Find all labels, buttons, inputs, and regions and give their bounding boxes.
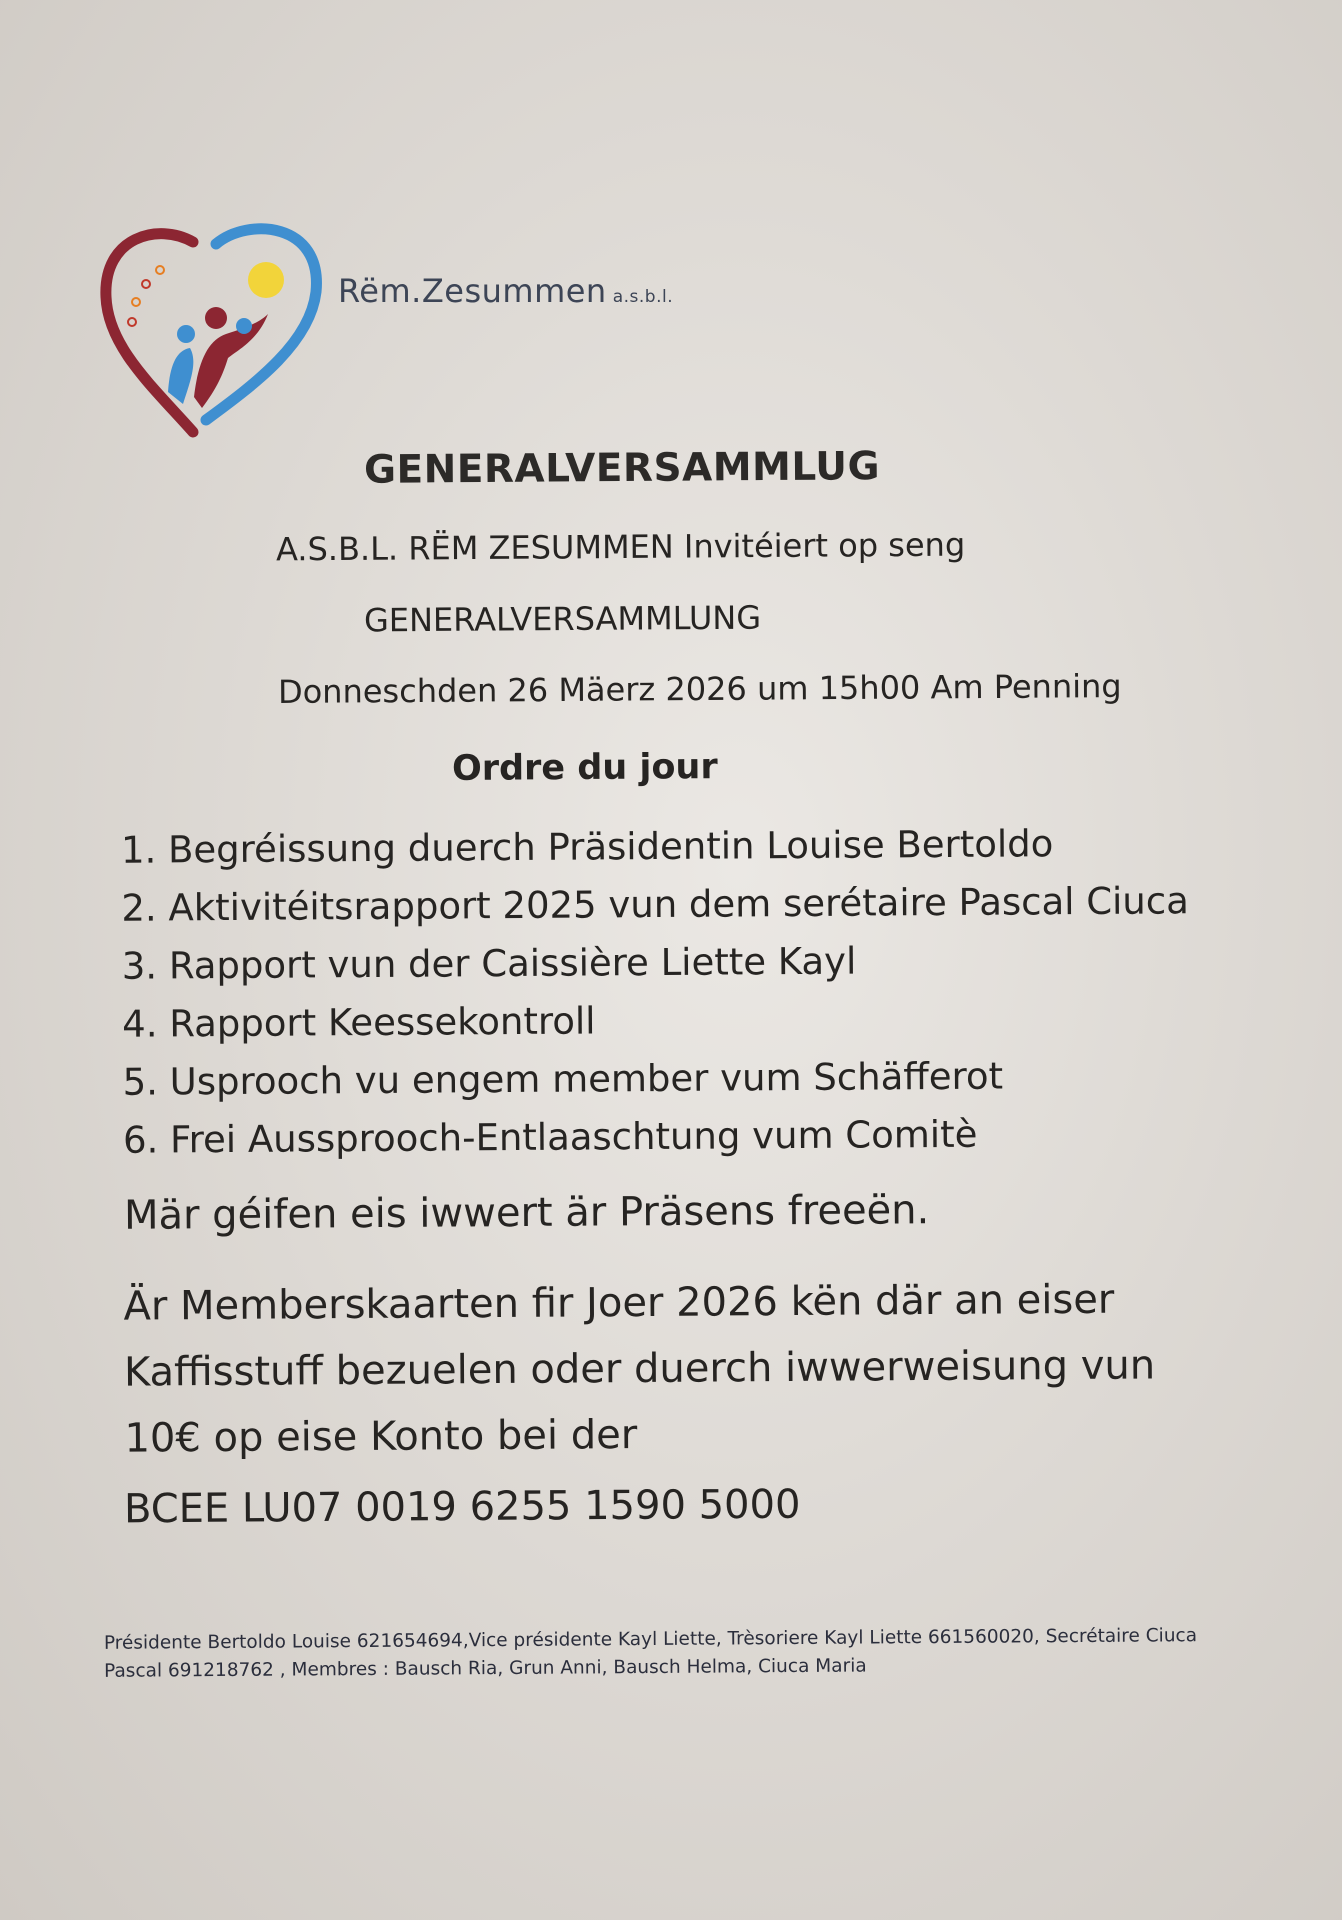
organization-suffix: a.s.b.l. (612, 287, 674, 307)
agenda-item: 1. Begréissung duerch Präsidentin Louise Bertoldo (120, 822, 1054, 872)
membership-line: Är Memberskaarten fir Joer 2026 kën där an eiser (123, 1276, 1115, 1330)
membership-line: 10€ op eise Konto bei der (124, 1412, 638, 1462)
membership-paragraph (123, 1266, 1155, 1471)
bank-account-iban: BCEE LU07 0019 6255 1590 5000 (123, 1481, 801, 1533)
footer-line: Pascal 691218762 , Membres : Bausch Ria, Grun Anni, Bausch Helma, Ciuca Maria (104, 1655, 867, 1682)
agenda-item: 3. Rapport vun der Caissière Liette Kayl (121, 939, 857, 988)
agenda-list (121, 814, 1191, 1169)
agenda-heading: Ordre du jour (451, 747, 718, 789)
invitation-line-2: GENERALVERSAMMLUNG (363, 598, 762, 640)
agenda-item: 5. Usprooch vu engem member vum Schäfferot (122, 1054, 1004, 1104)
agenda-item: 2. Aktivitéitsrapport 2025 vun dem serétaire Pascal Ciuca (121, 879, 1189, 930)
agenda-item: 4. Rapport Keessekontroll (122, 999, 596, 1046)
heart-logo-icon (98, 222, 328, 444)
welcome-text: Mär géifen eis iwwert är Präsens freeën. (123, 1187, 930, 1239)
organization-title: Rëm.Zesummen (338, 272, 607, 310)
membership-line: Kaffisstuff bezuelen oder duerch iwwerweisung vun (123, 1342, 1156, 1396)
invitation-date-line: Donneschden 26 Mäerz 2026 um 15h00 Am Penning (277, 667, 1122, 711)
page-title: GENERALVERSAMMLUG (363, 444, 881, 493)
organization-name (338, 272, 673, 310)
committee-footer (104, 1622, 1198, 1686)
invitation-line-1: A.S.B.L. RËM ZESUMMEN Invitéiert op seng (275, 525, 966, 569)
footer-line: Présidente Bertoldo Louise 621654694,Vice présidente Kayl Liette, Trèsoriere Kayl Liette 661560020, Secrétaire Ciuca (103, 1625, 1198, 1654)
agenda-item: 6. Frei Aussprooch-Entlaaschtung vum Comitè (122, 1112, 978, 1162)
